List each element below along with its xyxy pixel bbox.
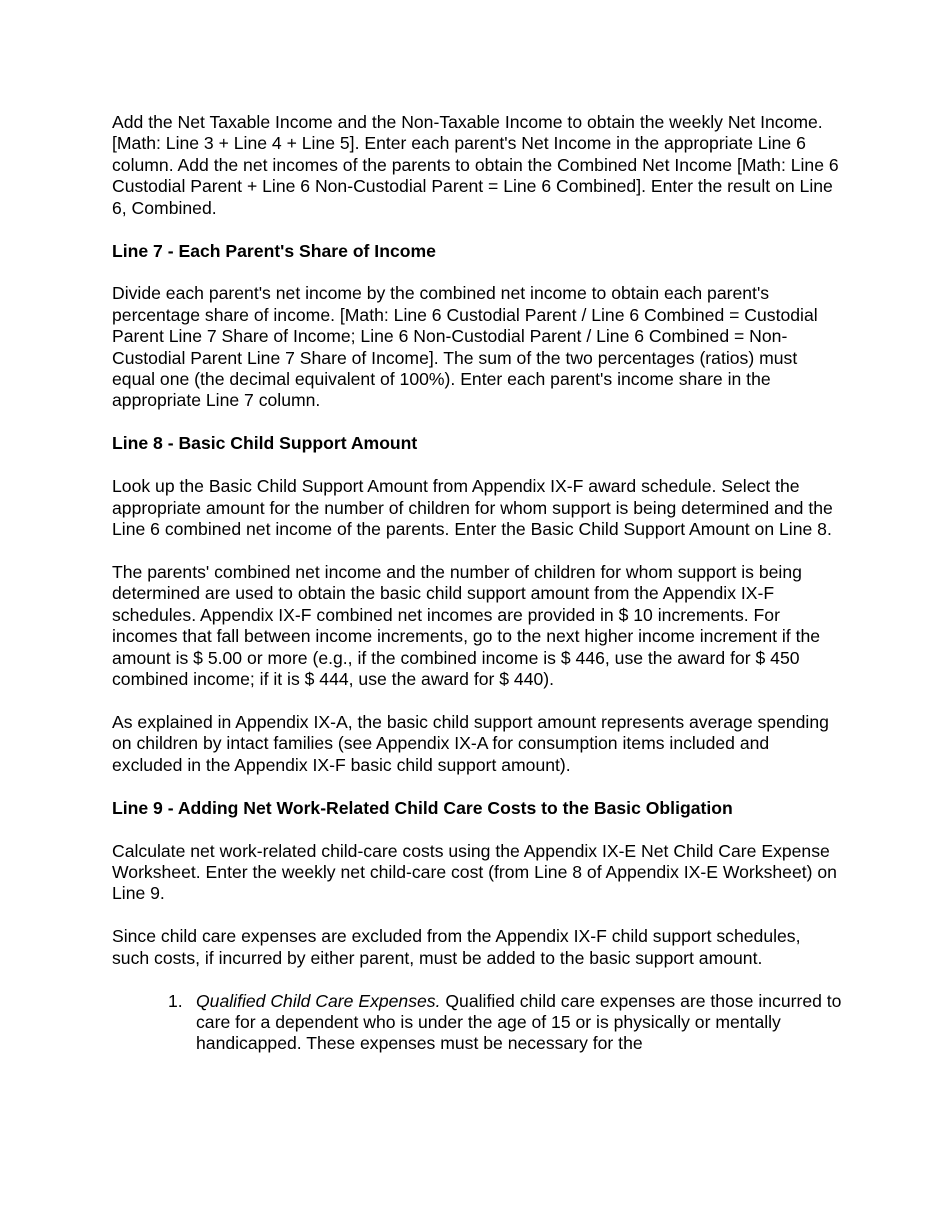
document-page (112, 112, 842, 1055)
list-item-term: Qualified Child Care Expenses. (196, 990, 441, 1011)
paragraph-line8-appendix: As explained in Appendix IX-A, the basic child support amount represents average spending on children by intact families (see Appendix IX-A for consumption items included and excluded in the Appendix IX-F basic child support amount). (112, 711, 829, 775)
heading-line8: Line 8 - Basic Child Support Amount (112, 433, 418, 454)
paragraph-line8-increments: The parents' combined net income and the number of children for whom support is being determined are used to obtain the basic child support amount from the Appendix IX-F schedules. Appendix IX-F combined net incomes are provided in $ 10 increments. For incomes that fall between income increments, go to the next higher income increment if the amount is $ 5.00 or more (e.g., if the combined income is $ 446, use the award for $ 450 combined income; if it is $ 444, use the award for $ 440). (112, 562, 821, 690)
list-item-number: 1. (168, 990, 183, 1011)
paragraph-line6-net-income: Add the Net Taxable Income and the Non-Taxable Income to obtain the weekly Net Income. [Math: Line 3 + Line 4 + Line 5]. Enter each parent's Net Income in the appropriate Line 6 column. Add the net incomes of the parents to obtain the Combined Net Income [Math: Line 6 Custodial Parent + Line 6 Non-Custodial Parent = Line 6 Combined]. Enter the result on Line 6, Combined. (112, 112, 839, 218)
numbered-list (112, 991, 842, 1055)
paragraph-line8-lookup: Look up the Basic Child Support Amount from Appendix IX-F award schedule. Select the appropriate amount for the number of children for whom support is being determined and the Line 6 combined net income of the parents. Enter the Basic Child Support Amount on Line 8. (112, 476, 833, 540)
list-item-text: Qualified child care expenses are those incurred to care for a dependent who is under the age of 15 or is physically or mentally handicapped. These expenses must be necessary for the (196, 990, 842, 1054)
paragraph-line9-excluded: Since child care expenses are excluded from the Appendix IX-F child support schedules, such costs, if incurred by either parent, must be added to the basic support amount. (112, 926, 801, 968)
paragraph-line7-share: Divide each parent's net income by the combined net income to obtain each parent's percentage share of income. [Math: Line 6 Custodial Parent / Line 6 Combined = Custodial Parent Line 7 Share of Income; Line 6 Non-Custodial Parent / Line 6 Combined = Non-Custodial Parent Line 7 Share of Income]. The sum of the two percentages (ratios) must equal one (the decimal equivalent of 100%). Enter each parent's income share in the appropriate Line 7 column. (112, 283, 818, 411)
heading-line7: Line 7 - Each Parent's Share of Income (112, 240, 436, 261)
heading-line9: Line 9 - Adding Net Work-Related Child Care Costs to the Basic Obligation (112, 797, 733, 818)
list-item (112, 991, 842, 1055)
paragraph-line9-calculate: Calculate net work-related child-care costs using the Appendix IX-E Net Child Care Expense Worksheet. Enter the weekly net child-care cost (from Line 8 of Appendix IX-E Worksheet) on Line 9. (112, 840, 837, 904)
